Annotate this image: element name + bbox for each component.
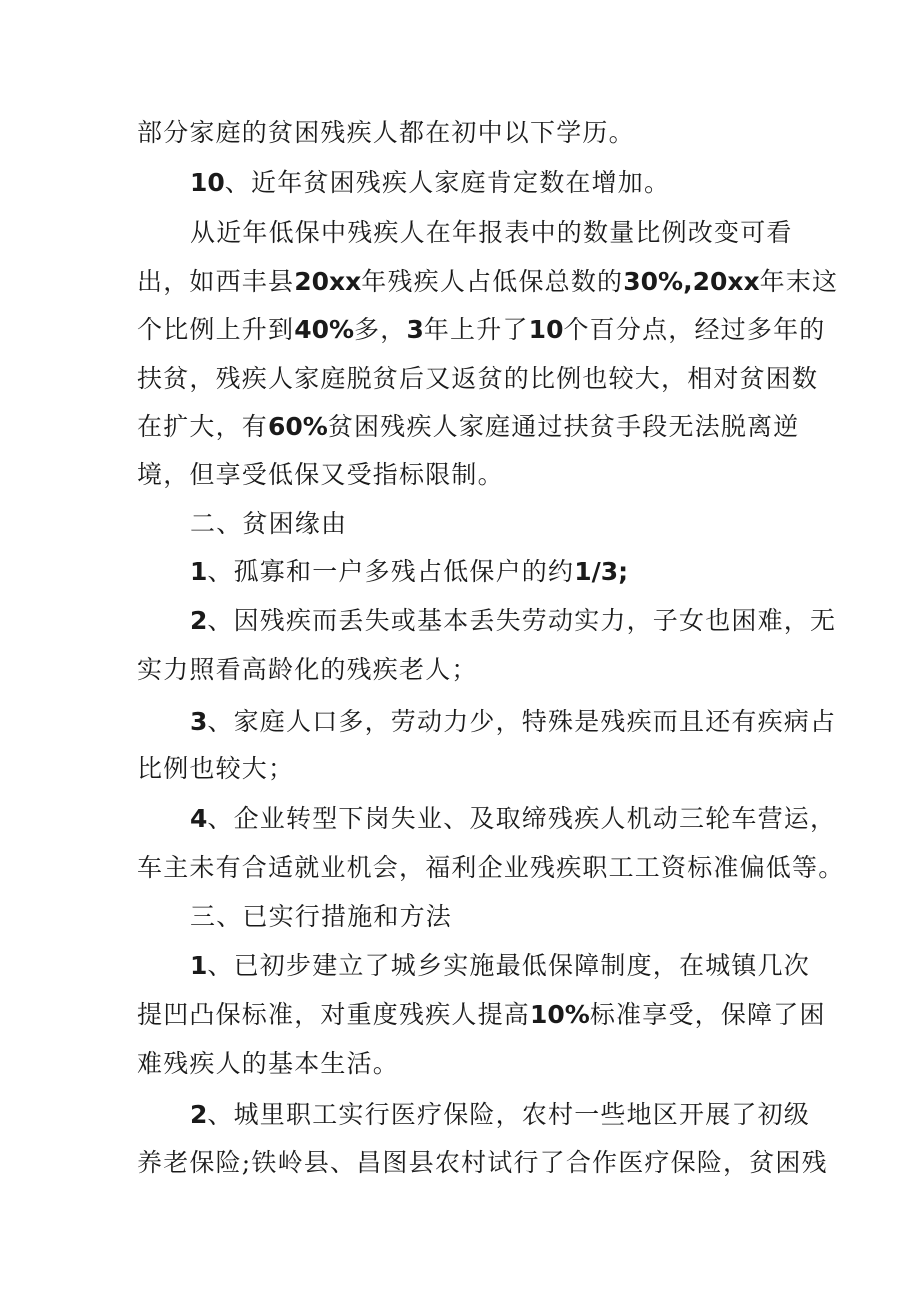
text-line-13: 3、家庭人口多，劳动力少，特殊是残疾而且还有疾病占 bbox=[190, 707, 837, 736]
text-line-6: 扶贫，残疾人家庭脱贫后又返贫的比例也较大，相对贫困数 bbox=[137, 364, 819, 393]
text-line-7: 在扩大，有60%贫困残疾人家庭通过扶贫手段无法脱离逆 bbox=[137, 412, 800, 441]
text-line-8: 境，但享受低保又受指标限制。 bbox=[137, 460, 504, 489]
text-line-11: 2、因残疾而丢失或基本丢失劳动实力，子女也困难，无 bbox=[190, 606, 837, 635]
text-line-12: 实力照看高龄化的残疾老人； bbox=[137, 655, 478, 684]
text-line-22: 养老保险;铁岭县、昌图县农村试行了合作医疗保险，贫困残 bbox=[137, 1148, 828, 1177]
text-line-16: 车主未有合适就业机会，福利企业残疾职工工资标准偏低等。 bbox=[137, 853, 845, 882]
text-line-1: 部分家庭的贫困残疾人都在初中以下学历。 bbox=[137, 118, 635, 147]
section-heading-3: 三、已实行措施和方法 bbox=[190, 902, 453, 931]
text-line-19: 提凹凸保标准，对重度残疾人提高10%标准享受，保障了困 bbox=[137, 1000, 826, 1029]
text-line-21: 2、城里职工实行医疗保险，农村一些地区开展了初级 bbox=[190, 1100, 811, 1129]
text-line-18: 1、已初步建立了城乡实施最低保障制度，在城镇几次 bbox=[190, 951, 811, 980]
text-line-10: 1、孤寡和一户多残占低保户的约1/3; bbox=[190, 557, 629, 586]
text-line-20: 难残疾人的基本生活。 bbox=[137, 1049, 400, 1078]
text-line-3: 从近年低保中残疾人在年报表中的数量比例改变可看 bbox=[190, 218, 793, 247]
text-line-5: 个比例上升到40%多，3年上升了10个百分点，经过多年的 bbox=[137, 315, 826, 344]
text-line-2: 10、近年贫困残疾人家庭肯定数在增加。 bbox=[190, 168, 671, 197]
text-line-15: 4、企业转型下岗失业、及取缔残疾人机动三轮车营运， bbox=[190, 804, 837, 833]
text-line-4: 出，如西丰县20xx年残疾人占低保总数的30%,20xx年末这 bbox=[137, 267, 839, 296]
text-line-14: 比例也较大； bbox=[137, 754, 295, 783]
section-heading-2: 二、贫困缘由 bbox=[190, 509, 348, 538]
